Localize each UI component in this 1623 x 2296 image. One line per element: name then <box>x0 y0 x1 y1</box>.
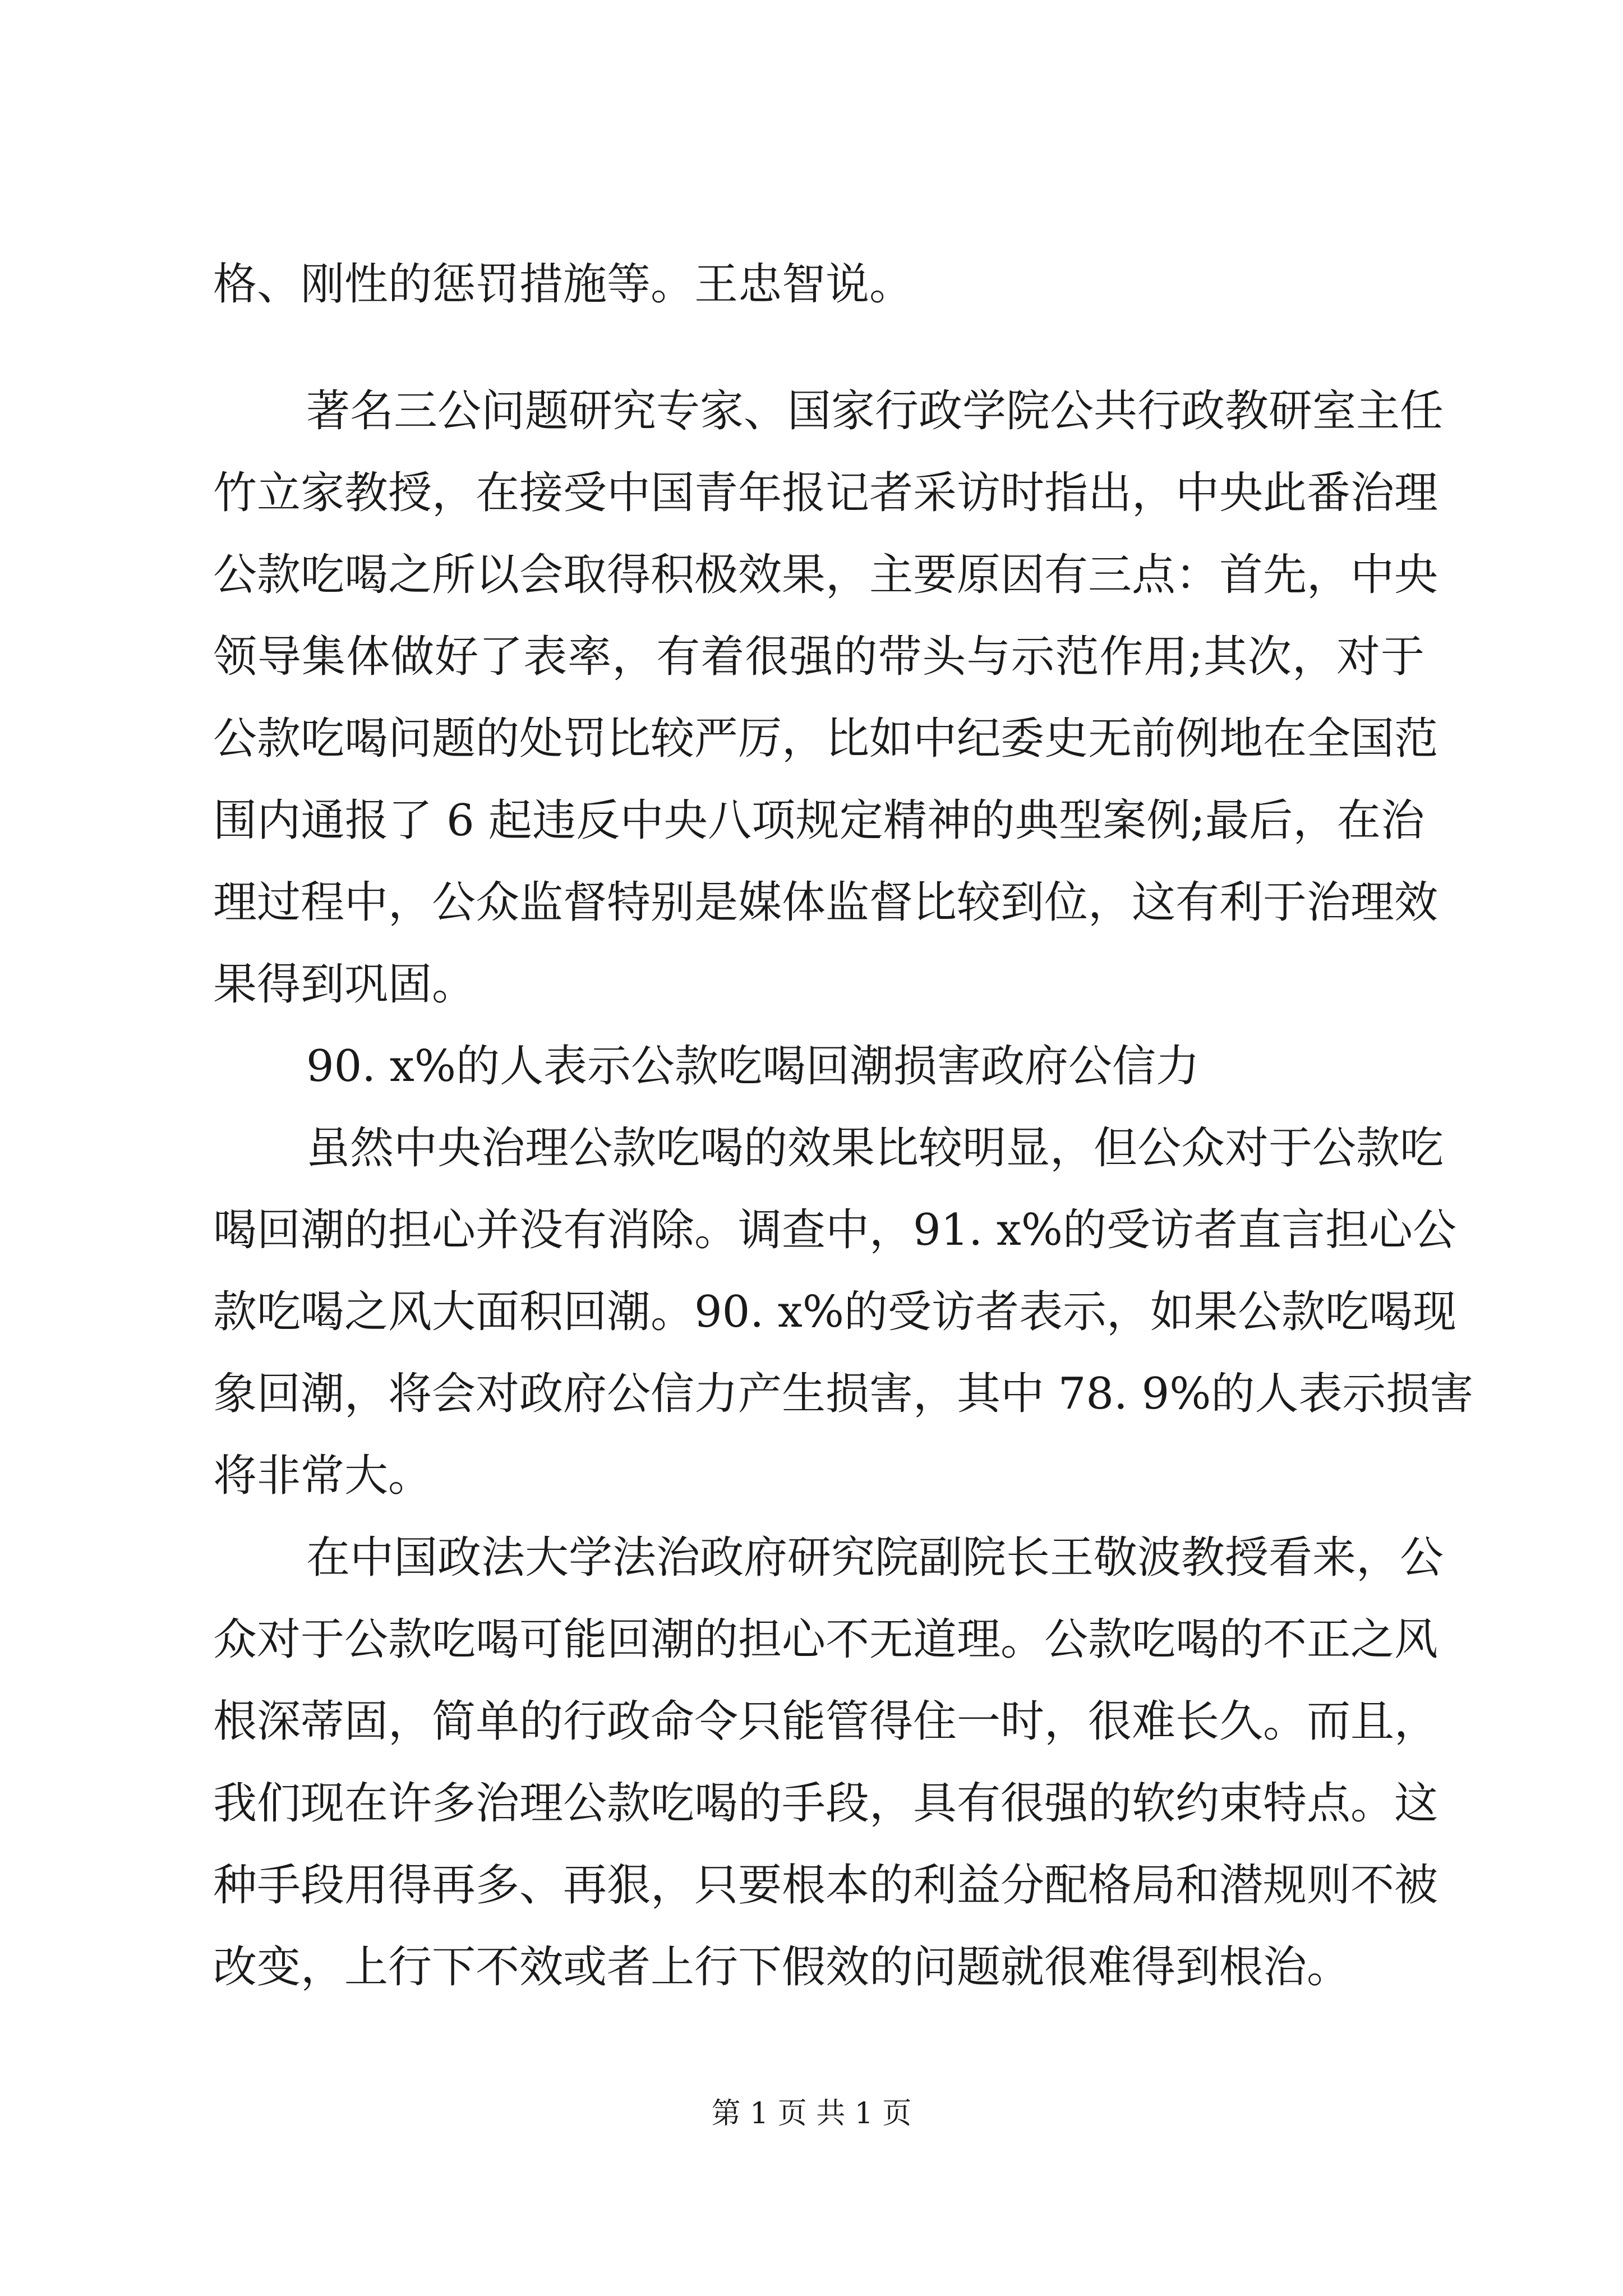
text-line: 公款吃喝之所以会取得积极效果，主要原因有三点：首先，中央 <box>213 550 1438 600</box>
text-line: 理过程中，公众监督特别是媒体监督比较到位，这有利于治理效 <box>213 877 1438 928</box>
text-line: 改变，上行下不效或者上行下假效的问题就很难得到根治。 <box>213 1942 1351 1993</box>
text-line: 根深蒂固，简单的行政命令只能管得住一时，很难长久。而且， <box>213 1696 1438 1747</box>
text-line: 在中国政法大学法治政府研究院副院长王敬波教授看来，公 <box>306 1533 1444 1583</box>
text-line: 著名三公问题研究专家、国家行政学院公共行政教研室主任 <box>306 386 1444 436</box>
text-line: 款吃喝之风大面积回潮。90. x%的受访者表示，如果公款吃喝现 <box>213 1287 1456 1337</box>
text-line: 众对于公款吃喝可能回潮的担心不无道理。公款吃喝的不正之风 <box>213 1614 1438 1665</box>
text-line: 竹立家教授，在接受中国青年报记者采访时指出，中央此番治理 <box>213 468 1438 518</box>
text-line: 果得到巩固。 <box>213 959 476 1010</box>
text-line: 种手段用得再多、再狠，只要根本的利益分配格局和潜规则不被 <box>213 1860 1438 1911</box>
text-line: 领导集体做好了表率，有着很强的带头与示范作用;其次，对于 <box>213 632 1424 682</box>
text-line: 我们现在许多治理公款吃喝的手段，具有很强的软约束特点。这 <box>213 1778 1438 1829</box>
text-line: 喝回潮的担心并没有消除。调查中，91. x%的受访者直言担心公 <box>213 1205 1456 1255</box>
text-line: 格、刚性的惩罚措施等。王忠智说。 <box>213 259 914 310</box>
page-number-footer: 第 1 页 共 1 页 <box>711 2097 912 2131</box>
text-line: 将非常大。 <box>213 1451 432 1501</box>
text-line: 虽然中央治理公款吃喝的效果比较明显，但公众对于公款吃 <box>306 1123 1444 1174</box>
section-heading: 90. x%的人表示公款吃喝回潮损害政府公信力 <box>306 1041 1200 1092</box>
text-line: 围内通报了 6 起违反中央八项规定精神的典型案例;最后，在治 <box>213 795 1424 846</box>
text-line: 公款吃喝问题的处罚比较严厉，比如中纪委史无前例地在全国范 <box>213 714 1438 764</box>
text-line: 象回潮，将会对政府公信力产生损害，其中 78. 9%的人表示损害 <box>213 1369 1474 1419</box>
